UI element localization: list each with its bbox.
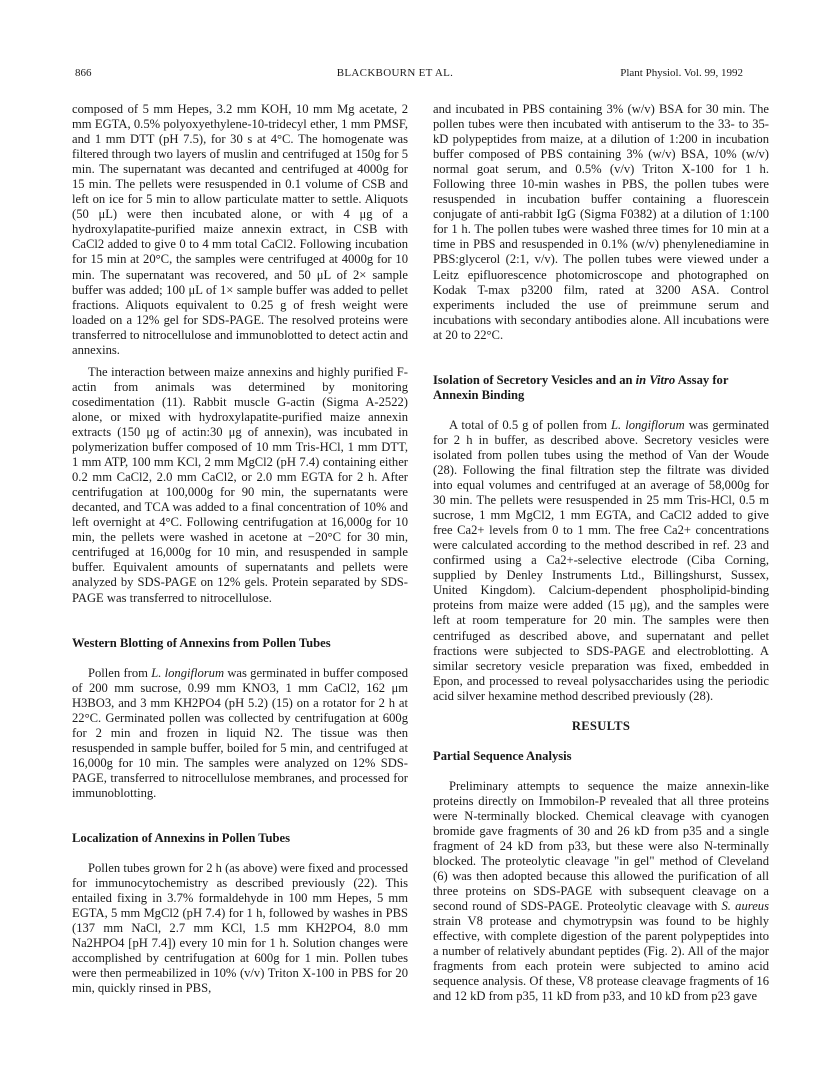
heading-partial-sequence: Partial Sequence Analysis [433,748,572,763]
paragraph-homogenate: composed of 5 mm Hepes, 3.2 mm KOH, 10 mm Mg acetate, 2 mm EGTA, 0.5% polyoxyethylene-10-tridecyl ether, 1 mm PMSF, and 1 mm DTT (pH 7.5), for 30 s at 4°C. The homogenate was filtered through two layers of muslin and centrifuged at 150g for 5 min. The supernatant was decanted and centrifuged at 4000g for 15 min. The pellets were resuspended in 0.1 volume of CSB and left on ice for 5 min to allow particulate matter to settle. Aliquots (50 μL) were then incubated alone, or with 4 μg of a hydroxylapatite-purified maize annexin extract, in CSB with CaCl2 added to give 0 to 4 mm total CaCl2. Following incubation for 15 min at 20°C, the samples were centrifuged at 4000g for 10 min. The supernatant was recovered, and 50 μL of 2× sample buffer was added; 100 μL of 1× sample buffer was added to pellet fractions. Aliquots equivalent to 0.25 g of fresh weight were loaded on a 12% gel for SDS-PAGE. The resolved proteins were transferred to nitrocellulose and immunoblotted to detect actin and annexins. [72,102,408,357]
paragraph-incubation: and incubated in PBS containing 3% (w/v) BSA for 30 min. The pollen tubes were then incubated with antiserum to the 33- to 35-kD polypeptides from maize, at a dilution of 1:200 in incubation buffer composed of PBS containing 3% (w/v) BSA, 10% (w/v) normal goat serum, and 0.5% (v/v) Triton X-100 for 1 h. Following three 10-min washes in PBS, the pollen tubes were resuspended in incubation buffer containing a fluorescein conjugate of anti-rabbit IgG (Sigma F0382) at a dilution of 1:100 for 1 h. The pollen tubes were washed three times for 10 min at a time in PBS and resuspended in 0.1% (w/v) phenylenediamine in PBS:glycerol (2:1, v/v). The pollen tubes were viewed under a Leitz epifluorescence photomicroscope and photographed on Kodak T-max p3200 film, rated at 3200 ASA. Control experiments included the use of preimmune serum and incubations with secondary antibodies alone. All incubations were at 20 to 22°C. [433,102,769,342]
paragraph-vesicle-isolation: A total of 0.5 g of pollen from L. longiflorum was germinated for 2 h in buffer, as described above. Secretory vesicles were isolated from pollen tubes using the method of Van der Woude (28). Following the final filtration step the filtrate was divided into equal volumes and centrifuged at an average of 58,000g for 30 min. The pellets were resuspended in 25 mm Tris-HCl, 0.5 m sucrose, 1 mm MgCl2, 1 mm EGTA, and CaCl2 added to give free Ca2+ levels from 0 to 1 mm. The free Ca2+ concentrations were calculated according to the method described in ref. 23 and confirmed using a Ca2+-selective electrode (Ciba Corning, supplied by Denley Instruments Ltd., Billingshurst, Sussex, United Kingdom). Calcium-dependent phospholipid-binding proteins from maize were added (15 μg), and the samples were left at room temperature for 20 min. The samples were then centrifuged as described above, and supernatant and pellet fractions were subjected to SDS-PAGE and electroblotting. A similar secretory vesicle preparation was fixed, embedded in Epon, and processed to reveal polysaccharides using the periodic acid silver hexamine method described previously (28). [433,417,770,703]
paragraph-immunocytochemistry: Pollen tubes grown for 2 h (as above) were fixed and processed for immunocytochemistry as described previously (22). This entailed fixing in 3.7% formaldehyde in 100 mm Hepes, 5 mm EGTA, 5 mm MgCl2 (pH 7.4) for 1 h, followed by washes in PBS (137 mm NaCl, 2.7 mm KCl, 1.5 mm KH2PO4, 8.0 mm Na2HPO4 [pH 7.4]) every 10 min for 1 h. Solution changes were accomplished by centrifugation at 600g for 1 min. Pollen tubes were then permeabilized in 10% (v/v) Triton X-100 in PBS for 20 min, quickly rinsed in PBS, [72,861,408,996]
page-header [75,67,743,83]
running-authors: BLACKBOURN ET AL. [336,67,454,79]
left-column [72,102,408,996]
heading-secretory-vesicles: Isolation of Secretory Vesicles and an in Vitro Assay for Annexin Binding [433,372,729,402]
page-number: 866 [75,67,92,79]
paragraph-actin-cosedimentation: The interaction between maize annexins and highly purified F-actin from animals was determined by monitoring cosedimentation (11). Rabbit muscle G-actin (Sigma A-2522) alone, or mixed with hydroxylapatite-purified maize annexin extracts (150 μg of actin:30 μg of annexin), was incubated in polymerization buffer composed of 10 mm Tris-HCl, 1 mm DTT, 1 mm ATP, 100 mm KCl, 2 mm MgCl2 (pH 7.4) containing either 0.2 mm CaCl2, 2.0 mm CaCl2, or 2.0 mm EGTA for 2 h. After centrifugation at 100,000g for 90 min, the supernatants were decanted, and TCA was added to a final concentration of 10% and left overnight at 4°C. Following centrifugation at 16,000g for 10 min, the pellets were washed in acetone at −20°C for 30 min, centrifuged at 16,000g for 10 min, and resuspended in sample buffer. Equivalent amounts of supernatants and pellets were analyzed by SDS-PAGE on 12% gels. Protein separated by SDS-PAGE was transferred to nitrocellulose. [72,364,408,605]
paragraph-sequence-analysis: Preliminary attempts to sequence the maize annexin-like proteins directly on Immobilon-P revealed that all three proteins were N-terminally blocked. Chemical cleavage with cyanogen bromide gave fragments of 30 and 26 kD from p35 and a single fragment of 24 kD from p33, but these were also N-terminally blocked. The proteolytic cleavage "in gel" method of Cleveland (6) was then adopted because this allowed the purification of all three proteins on SDS-PAGE with subsequent cleavage on a second round of SDS-PAGE. Proteolytic cleavage with S. aureus strain V8 protease and chymotrypsin was found to be highly effective, with complete digestion of the parent polypeptides into a number of relatively abundant peptides (Fig. 2). All of the major fragments from each protein were subjected to amino acid sequence analysis. Of these, V8 protease cleavage fragments of 16 and 12 kD from p35, 11 kD from p33, and 10 kD from p23 gave [433,778,769,1004]
heading-western-blotting: Western Blotting of Annexins from Pollen Tubes [72,635,331,650]
heading-localization: Localization of Annexins in Pollen Tubes [72,831,290,846]
paragraph-pollen-germination: Pollen from L. longiflorum was germinated in buffer composed of 200 mm sucrose, 0.99 mm KNO3, 1 mm CaCl2, 162 μm H3BO3, and 3 mm KH2PO4 (pH 5.2) (15) on a rotator for 2 h at 22°C. Germinated pollen was collected by centrifugation at 600g for 2 min and frozen in liquid N2. The tissue was then resuspended in sample buffer, boiled for 5 min, and centrifuged at 16,000g for 10 min. The samples were analyzed on 12% SDS-PAGE, transferred to nitrocellulose membranes, and processed for immunoblotting. [72,665,408,800]
journal-citation: Plant Physiol. Vol. 99, 1992 [620,67,743,79]
heading-results: RESULTS [571,718,631,733]
right-column [433,102,769,1005]
